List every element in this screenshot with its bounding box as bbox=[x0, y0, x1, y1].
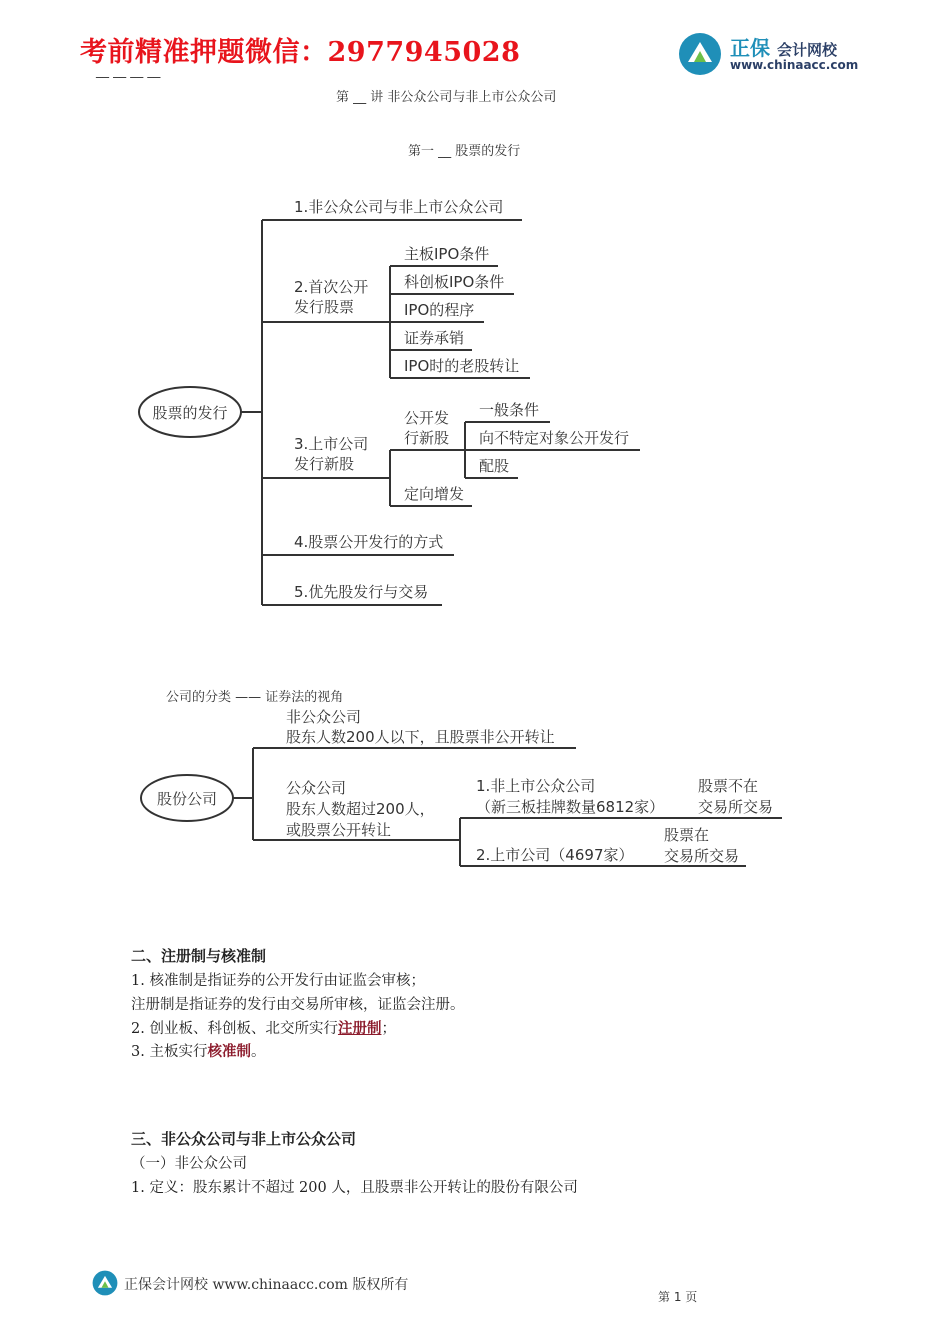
footer-logo-icon bbox=[92, 1270, 118, 1296]
listed-note-line2: 交易所交易 bbox=[664, 847, 740, 865]
promo-banner: 考前精准押题微信：2977945028 bbox=[80, 37, 521, 68]
listed-company-label: 2.上市公司（4697家） bbox=[476, 846, 634, 864]
ipo-item-underwriting: 证券承销 bbox=[404, 329, 465, 347]
branch-1-label: 1.非公众公司与非上市公众公司 bbox=[294, 198, 504, 216]
branch-4-label: 4.股票公开发行的方式 bbox=[294, 533, 444, 551]
public-offering-unspecified-label: 向不特定对象公开发行 bbox=[479, 429, 630, 447]
non-public-company-line2: 股东人数200人以下，且股票非公开转让 bbox=[286, 728, 555, 746]
branch-2-label-line1: 2.首次公开 bbox=[294, 278, 369, 296]
public-new-shares-line1: 公开发 bbox=[404, 409, 450, 427]
section-2-line-3: 2. 创业板、科创板、北交所实行注册制； bbox=[131, 1020, 396, 1037]
branch-2-label-line2: 发行股票 bbox=[294, 298, 355, 316]
section-one-title-cut: 第一 __ 股票的发行 bbox=[408, 144, 521, 159]
branch-3-label-line1: 3.上市公司 bbox=[294, 435, 369, 453]
public-company-line2: 股东人数超过200人， bbox=[286, 800, 435, 818]
approval-system-highlight: 核准制 bbox=[207, 1043, 251, 1060]
lecture-title-cut: 第 __ 讲 非公众公司与非上市公众公司 bbox=[336, 90, 557, 105]
non-listed-note-line2: 交易所交易 bbox=[698, 798, 774, 816]
non-listed-note-line1: 股票不在 bbox=[698, 777, 759, 795]
public-new-shares-line2: 行新股 bbox=[404, 429, 450, 447]
non-listed-public-line1: 1.非上市公众公司 bbox=[476, 777, 596, 795]
private-placement-label: 定向增发 bbox=[404, 485, 465, 503]
page-number-cut: 第 1 页 bbox=[658, 1290, 698, 1304]
listed-note-line1: 股票在 bbox=[664, 826, 710, 844]
company-classification-mindmap bbox=[0, 700, 950, 880]
section-2-line-4: 3. 主板实行核准制。 bbox=[131, 1043, 266, 1060]
stock-issuance-mindmap bbox=[0, 0, 950, 640]
logo-name: 正保 会计网校 bbox=[730, 36, 837, 60]
cut-line-top-left: __ __ __ __ bbox=[96, 64, 161, 79]
section-2-heading: 二、注册制与核准制 bbox=[131, 947, 267, 965]
non-listed-public-line2: （新三板挂牌数量6812家） bbox=[476, 798, 665, 816]
section-3-subheading: （一）非公众公司 bbox=[131, 1156, 247, 1172]
branch-5-label: 5.优先股发行与交易 bbox=[294, 583, 429, 601]
caption-two-cut: 公司的分类 —— 证券法的视角 bbox=[166, 690, 344, 705]
ipo-item-procedure: IPO的程序 bbox=[404, 301, 475, 319]
section-2-line-2: 注册制是指证券的发行由交易所审核，证监会注册。 bbox=[131, 997, 465, 1013]
branch-3-label-line2: 发行新股 bbox=[294, 455, 355, 473]
ipo-item-main-board: 主板IPO条件 bbox=[404, 245, 490, 263]
section-3-heading: 三、非公众公司与非上市公众公司 bbox=[131, 1130, 357, 1148]
general-conditions-label: 一般条件 bbox=[479, 401, 540, 419]
ipo-item-old-share-transfer: IPO时的老股转让 bbox=[404, 357, 520, 375]
public-company-line3: 或股票公开转让 bbox=[286, 821, 392, 839]
mindmap1-root-label: 股票的发行 bbox=[152, 404, 228, 422]
public-company-line1: 公众公司 bbox=[286, 779, 347, 797]
logo-url: www.chinaacc.com bbox=[730, 58, 859, 72]
non-public-company-line1: 非公众公司 bbox=[286, 708, 362, 726]
ipo-item-star-market: 科创板IPO条件 bbox=[404, 273, 505, 291]
definition-line-cut: 1. 定义：股东累计不超过 200 人，且股票非公开转让的股份有限公司 bbox=[131, 1180, 578, 1196]
footer-copyright: 正保会计网校 www.chinaacc.com 版权所有 bbox=[124, 1277, 409, 1293]
rights-issue-label: 配股 bbox=[479, 457, 510, 475]
mindmap2-root-label: 股份公司 bbox=[156, 790, 218, 808]
section-2-line-1: 1. 核准制是指证券的公开发行由证监会审核； bbox=[131, 973, 425, 989]
registration-system-highlight: 注册制 bbox=[337, 1020, 382, 1037]
